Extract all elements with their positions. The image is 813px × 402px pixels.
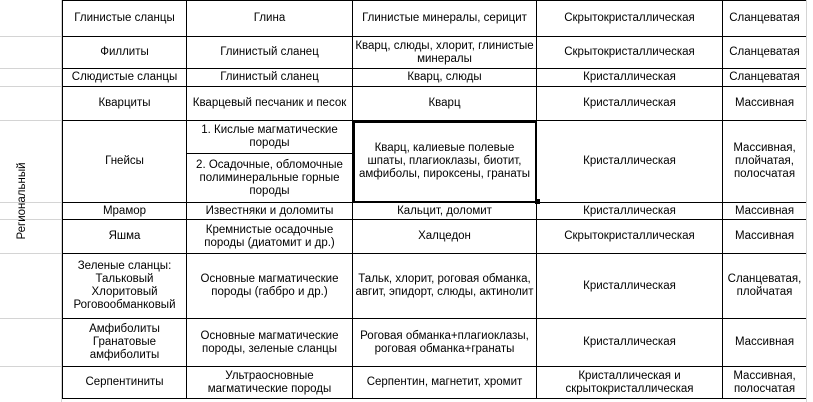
minerals-cell[interactable]: Кварц — [353, 87, 537, 121]
rock-name-cell[interactable]: Гнейсы — [63, 121, 187, 203]
table-row — [63, 319, 807, 367]
rock-name-cell[interactable]: Мрамор — [63, 203, 187, 220]
texture-cell[interactable]: Сланцеватая — [723, 69, 807, 87]
structure-cell[interactable]: Кристаллическая — [537, 319, 723, 367]
structure-cell[interactable]: Скрытокристаллическая — [537, 1, 723, 37]
rock-name-cell[interactable]: Слюдистые сланцы — [63, 69, 187, 87]
gridline — [0, 36, 62, 37]
texture-cell[interactable]: Массивная, плойчатая, полосчатая — [723, 121, 807, 203]
minerals-cell-selected[interactable]: Кварц, калиевые полевые шпаты, плагиоклазы, биотит, амфиболы, пироксены, гранаты — [353, 121, 537, 203]
table-row — [63, 220, 807, 254]
source-rock-cell[interactable]: Основные магматические породы (габбро и др.) — [187, 254, 353, 319]
texture-cell[interactable]: Массивная — [723, 220, 807, 254]
source-rock-cell[interactable]: 2. Осадочные, обломочные полиминеральные горные породы — [187, 154, 353, 203]
structure-cell[interactable]: Кристаллическая — [537, 203, 723, 220]
gridline — [0, 366, 62, 367]
source-rock-cell[interactable]: Глина — [187, 1, 353, 37]
gridline — [0, 219, 62, 220]
source-rock-cell[interactable]: Глинистый сланец — [187, 37, 353, 69]
table-row — [63, 87, 807, 121]
rock-name-cell[interactable]: Яшма — [63, 220, 187, 254]
structure-cell[interactable]: Кристаллическая и скрытокристаллическая — [537, 367, 723, 399]
metamorphism-type-label[interactable]: Региональный — [16, 162, 28, 240]
texture-cell[interactable]: Сланцеватая — [723, 1, 807, 37]
rock-name-cell[interactable]: Кварциты — [63, 87, 187, 121]
table-row — [63, 69, 807, 87]
source-rock-cell[interactable]: Известняки и доломиты — [187, 203, 353, 220]
table-row — [63, 203, 807, 220]
row-header-column — [0, 0, 62, 402]
gridline — [0, 86, 62, 87]
gridline — [0, 318, 62, 319]
fill-handle[interactable] — [535, 199, 540, 204]
texture-cell[interactable]: Сланцеватая — [723, 37, 807, 69]
source-rock-cell[interactable]: 1. Кислые магматические породы — [187, 121, 353, 154]
structure-cell[interactable]: Кристаллическая — [537, 87, 723, 121]
source-rock-cell[interactable]: Ультраосновные магматические породы — [187, 367, 353, 399]
rock-name-cell[interactable]: Глинистые сланцы — [63, 1, 187, 37]
minerals-cell[interactable]: Роговая обманка+плагиоклазы, роговая обманка+гранаты — [353, 319, 537, 367]
minerals-cell[interactable]: Кварц, слюды, хлорит, глинистые минералы — [353, 37, 537, 69]
structure-cell[interactable]: Скрытокристаллическая — [537, 37, 723, 69]
texture-cell[interactable]: Массивная — [723, 87, 807, 121]
rock-name-cell[interactable]: Филлиты — [63, 37, 187, 69]
gridline — [0, 253, 62, 254]
table-row — [63, 367, 807, 399]
gridline — [0, 202, 62, 203]
table-row — [63, 1, 807, 37]
minerals-cell[interactable]: Кварц, слюды — [353, 69, 537, 87]
minerals-cell[interactable]: Кальцит, доломит — [353, 203, 537, 220]
rock-name-cell[interactable]: Амфиболиты Гранатовые амфиболиты — [63, 319, 187, 367]
rock-table — [62, 0, 807, 399]
source-rock-cell[interactable]: Глинистый сланец — [187, 69, 353, 87]
structure-cell[interactable]: Скрытокристаллическая — [537, 220, 723, 254]
table-row — [63, 121, 807, 154]
texture-cell[interactable]: Массивная — [723, 203, 807, 220]
structure-cell[interactable]: Кристаллическая — [537, 121, 723, 203]
source-rock-cell[interactable]: Основные магматические породы, зеленые сланцы — [187, 319, 353, 367]
structure-cell[interactable]: Кристаллическая — [537, 254, 723, 319]
structure-cell[interactable]: Кристаллическая — [537, 69, 723, 87]
rock-name-cell[interactable]: Зеленые сланцы: Тальковый Хлоритовый Роговообманковый — [63, 254, 187, 319]
gridline — [0, 120, 62, 121]
rock-name-cell[interactable]: Серпентиниты — [63, 367, 187, 399]
source-rock-cell[interactable]: Кварцевый песчаник и песок — [187, 87, 353, 121]
texture-cell[interactable]: Сланцеватая, плойчатая — [723, 254, 807, 319]
minerals-cell[interactable]: Глинистые минералы, серицит — [353, 1, 537, 37]
table-row — [63, 254, 807, 319]
minerals-cell[interactable]: Серпентин, магнетит, хромит — [353, 367, 537, 399]
minerals-cell[interactable]: Халцедон — [353, 220, 537, 254]
texture-cell[interactable]: Массивная, полосчатая — [723, 367, 807, 399]
source-rock-cell[interactable]: Кремнистые осадочные породы (диатомит и др.) — [187, 220, 353, 254]
texture-cell[interactable]: Массивная — [723, 319, 807, 367]
table-row — [63, 37, 807, 69]
gridline — [0, 68, 62, 69]
next-column-edge — [806, 0, 813, 402]
minerals-cell[interactable]: Тальк, хлорит, роговая обманка, авгит, эпидорт, слюды, актинолит — [353, 254, 537, 319]
